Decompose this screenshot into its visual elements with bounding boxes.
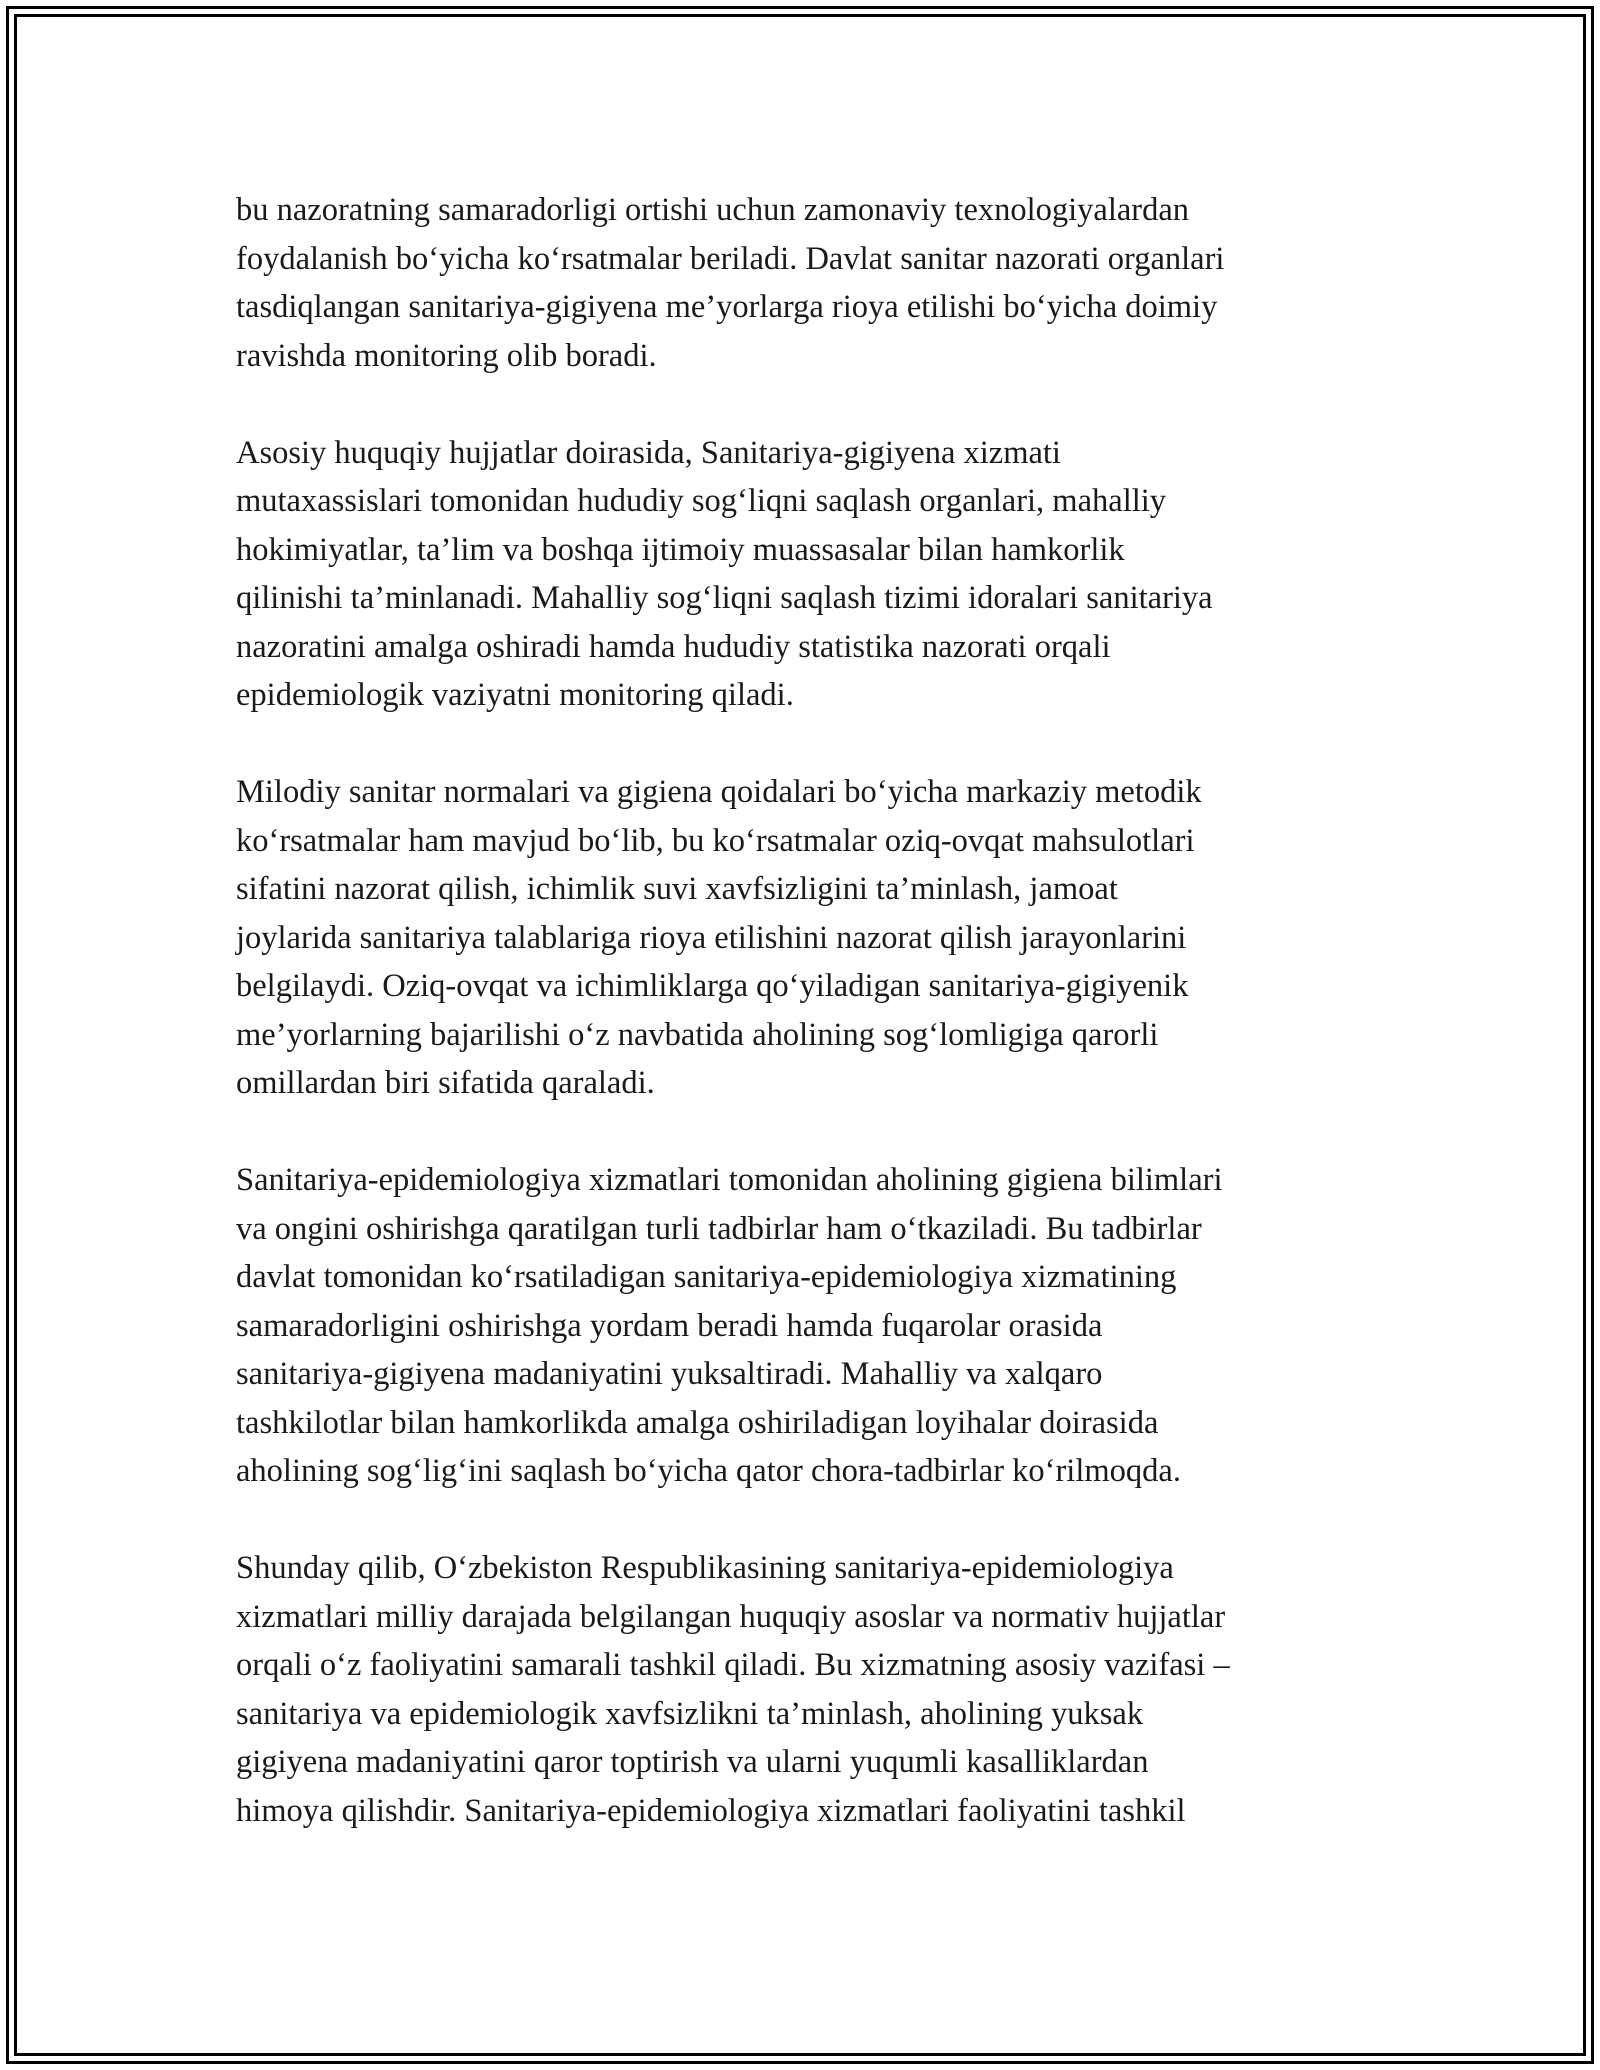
text-line: samaradorligini oshirishga yordam beradi hamda fuqarolar orasida — [236, 1307, 1103, 1344]
text-line: gigiyena madaniyatini qaror toptirish va ularni yuqumli kasalliklardan — [236, 1744, 1149, 1780]
text-line: orqali o‘z faoliyatini samarali tashkil qiladi. Bu xizmatning asosiy vazifasi – — [236, 1647, 1230, 1683]
text-line: nazoratini amalga oshiradi hamda hududiy statistika nazorati orqali — [236, 628, 1111, 665]
text-line: sanitariya va epidemiologik xavfsizlikni ta’minlash, aholining yuksak — [236, 1695, 1144, 1732]
paragraph-4 — [236, 1156, 1386, 1496]
text-line: mutaxassislari tomonidan hududiy sog‘liqni saqlash organlari, mahalliy — [236, 483, 1167, 519]
text-line: xizmatlari milliy darajada belgilangan huquqiy asoslar va normativ hujjatlar — [236, 1598, 1226, 1635]
text-line: ravishda monitoring olib boradi. — [236, 337, 657, 374]
text-line: va ongini oshirishga qaratilgan turli tadbirlar ham o‘tkaziladi. Bu tadbirlar — [236, 1210, 1202, 1247]
paragraph-1 — [236, 186, 1386, 380]
text-line: davlat tomonidan ko‘rsatiladigan sanitariya-epidemiologiya xizmatining — [236, 1259, 1177, 1295]
text-line: joylarida sanitariya talablariga rioya etilishini nazorat qilish jarayonlarini — [236, 919, 1187, 956]
text-line: bu nazoratning samaradorligi ortishi uchun zamonaviy texnologiyalardan — [236, 192, 1190, 228]
text-line: Shunday qilib, O‘zbekiston Respublikasining sanitariya-epidemiologiya — [236, 1550, 1174, 1586]
paragraph-5 — [236, 1544, 1386, 1835]
text-line: foydalanish bo‘yicha ko‘rsatmalar beriladi. Davlat sanitar nazorati organlari — [236, 240, 1225, 277]
text-line: omillardan biri sifatida qaraladi. — [236, 1065, 655, 1101]
text-line: himoya qilishdir. Sanitariya-epidemiologiya xizmatlari faoliyatini tashkil — [236, 1792, 1186, 1829]
text-line: epidemiologik vaziyatni monitoring qiladi. — [236, 677, 794, 713]
text-line: belgilaydi. Oziq-ovqat va ichimliklarga qo‘yiladigan sanitariya-gigiyenik — [236, 968, 1189, 1004]
text-line: aholining sog‘lig‘ini saqlash bo‘yicha qator chora-tadbirlar ko‘rilmoqda. — [236, 1453, 1181, 1489]
paragraph-3 — [236, 768, 1386, 1108]
text-line: qilinishi ta’minlanadi. Mahalliy sog‘liqni saqlash tizimi idoralari sanitariya — [236, 580, 1213, 616]
text-line: tasdiqlangan sanitariya-gigiyena me’yorlarga rioya etilishi bo‘yicha doimiy — [236, 289, 1218, 325]
text-line: hokimiyatlar, ta’lim va boshqa ijtimoiy muassasalar bilan hamkorlik — [236, 531, 1125, 568]
text-line: sanitariya-gigiyena madaniyatini yuksaltiradi. Mahalliy va xalqaro — [236, 1356, 1103, 1392]
text-line: Sanitariya-epidemiologiya xizmatlari tomonidan aholining gigiena bilimlari — [236, 1162, 1223, 1198]
text-line: ko‘rsatmalar ham mavjud bo‘lib, bu ko‘rsatmalar oziq-ovqat mahsulotlari — [236, 822, 1195, 859]
text-line: me’yorlarning bajarilishi o‘z navbatida aholining sog‘lomligiga qarorli — [236, 1016, 1159, 1053]
text-line: Asosiy huquqiy hujjatlar doirasida, Sanitariya-gigiyena xizmati — [236, 434, 1061, 471]
text-line: tashkilotlar bilan hamkorlikda amalga oshiriladigan loyihalar doirasida — [236, 1404, 1159, 1441]
text-line: Milodiy sanitar normalari va gigiena qoidalari bo‘yicha markaziy metodik — [236, 774, 1202, 810]
text-line: sifatini nazorat qilish, ichimlik suvi xavfsizligini ta’minlash, jamoat — [236, 871, 1118, 907]
paragraph-2 — [236, 429, 1386, 720]
document-body — [236, 186, 1386, 1884]
